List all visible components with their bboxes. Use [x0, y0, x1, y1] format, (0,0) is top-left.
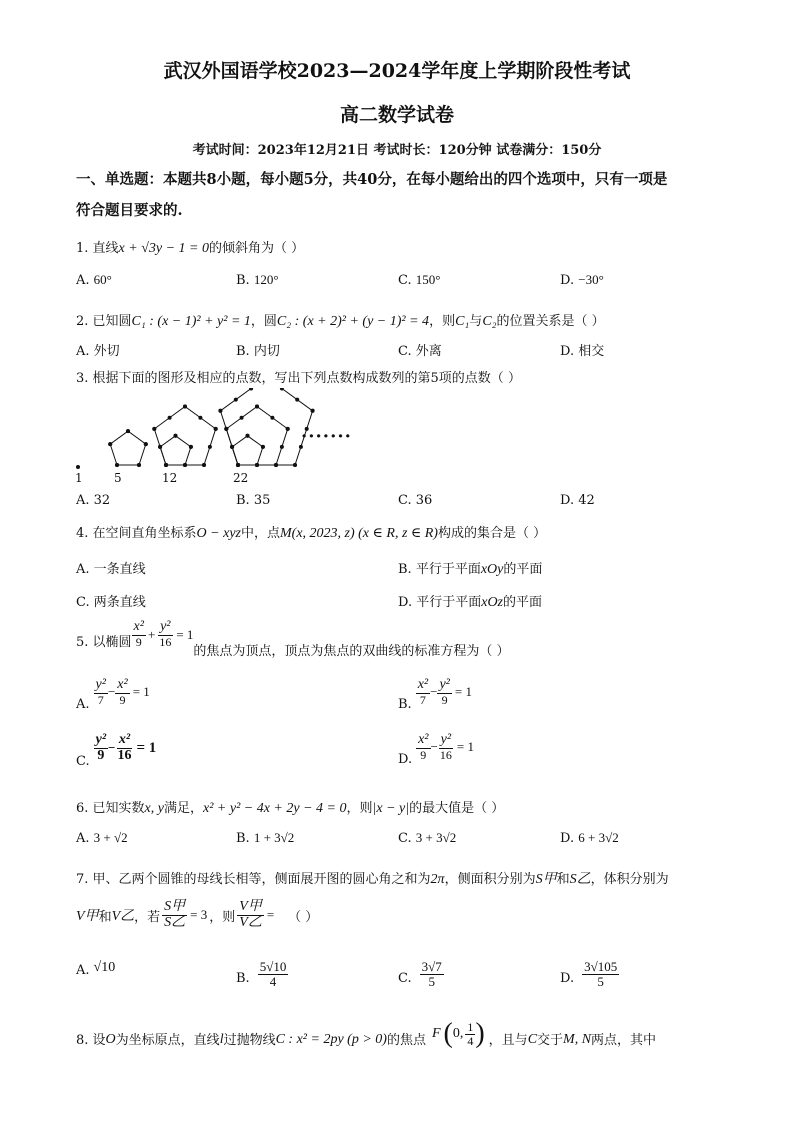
pattern-dot [126, 429, 130, 433]
pattern-dot [255, 463, 259, 467]
pattern-dot [224, 427, 228, 431]
pentagon-outline [110, 431, 146, 465]
pattern-dot [183, 463, 187, 467]
pattern-dot [208, 445, 212, 449]
pattern-dot [236, 463, 240, 467]
pattern-dot [158, 445, 162, 449]
pattern-dot [115, 463, 119, 467]
pattern-dot [246, 434, 250, 438]
pattern-dot [144, 442, 148, 446]
question-1 [76, 237, 304, 257]
question-7-line1: 7. 甲、乙两个圆锥的母线长相等，侧面展开图的圆心角之和为2π，侧面积分别为S甲和S乙，体积分别为 [76, 872, 669, 887]
pattern-dot [274, 463, 278, 467]
q8-focus: F ( 0, $\frac{1}{4}$ ) [431, 1018, 485, 1049]
q6-option-c: C. 3 + 3√2 [398, 830, 457, 846]
q5-option-b: B. $\frac{\text{x²}}{7}$ − $\frac{\text{y²}}{9}$ = 1 [398, 677, 472, 713]
figure-label-5: 5 [114, 471, 122, 485]
pattern-dot [270, 416, 274, 420]
pattern-dot [108, 442, 112, 446]
q7-area-ratio: $\frac{\text{S甲}}{\text{S乙}}$ = 3 [164, 899, 208, 930]
q6-option-a: A. 3 + √2 [76, 830, 128, 846]
q4-option-c: C. 两条直线 [76, 595, 146, 610]
pattern-dot [311, 409, 315, 413]
pattern-dot [183, 405, 187, 409]
pattern-dot [240, 416, 244, 420]
question-7-line2: V甲 和 V乙 ，若 $\frac{\text{S甲}}{\text{S乙}}$ = 3 ，则 $\frac{\text{V甲}}{\text{V乙}}$ = （ ） [76, 899, 319, 930]
pattern-dot [152, 427, 156, 431]
exam-info: 考试时间：2023年12月21日 考试时长：120分钟 试卷满分：150分 [192, 143, 602, 158]
pattern-dot [168, 416, 172, 420]
q1-option-b: B. 120° [236, 272, 279, 288]
q6-option-d: D. 6 + 3√2 [560, 830, 619, 846]
pattern-dot [286, 427, 290, 431]
q4-option-b: B. 平行于平面xOy的平面 [398, 562, 543, 577]
question-6: 6. 已知实数x, y满足，x² + y² − 4x + 2y − 4 = 0，则|x − y|的最大值是（ ） [76, 801, 505, 816]
pattern-dot [295, 398, 299, 402]
pentagon-outline [154, 407, 215, 466]
pattern-dot [174, 434, 178, 438]
q7-option-d: D. $\frac{3√105}{5}$ [560, 959, 618, 989]
pattern-dot [137, 463, 141, 467]
question-5: 5. 以椭圆 $\frac{\text{x²}}{9}$ + $\frac{\text{y²}}{16}$ = 1 的焦点为顶点，顶点为焦点的双曲线的标准方程为（ ） [76, 619, 510, 659]
pattern-dot [76, 465, 80, 469]
q5-option-d: D. $\frac{\text{x²}}{9}$ − $\frac{\text{y²}}{16}$ = 1 [398, 732, 474, 768]
pattern-dot [189, 445, 193, 449]
pattern-dot [255, 405, 259, 409]
q2-option-c: C. 外离 [398, 344, 442, 359]
q2-option-a: A. 外切 [76, 344, 120, 359]
exam-subtitle: 高二数学试卷 [339, 104, 454, 126]
figure-ellipsis: ······· [301, 426, 352, 447]
pattern-dot [280, 445, 284, 449]
q6-option-b: B. 1 + 3√2 [236, 830, 295, 846]
pattern-dot [261, 445, 265, 449]
q2-option-d: D. 相交 [560, 344, 605, 359]
q3-option-b: B. 35 [236, 493, 271, 508]
q4-option-a: A. 一条直线 [76, 562, 146, 577]
question-2: 2. 已知圆C₁ : (x − 1)² + y² = 1，圆C₂ : (x + 2)² + (y − 1)² = 4，则C₁与C₂的位置关系是（ ） [76, 314, 605, 329]
figure-label-1: 1 [75, 471, 83, 485]
pattern-dot [214, 427, 218, 431]
question-8: 8. 设 O 为坐标原点，直线 l 过抛物线 C : x² = 2py (p > 0) 的焦点 F ( 0, $\frac{1}{4}$ ) ，且与 C 交于 M, N 两点，其中 [76, 1018, 657, 1049]
q1-option-d: D. −30° [560, 272, 604, 288]
exam-title: 武汉外国语学校2023—2024学年度上学期阶段性考试 [163, 60, 631, 82]
q2-option-b: B. 内切 [236, 344, 280, 359]
q5-option-a: A. $\frac{\text{y²}}{7}$ − $\frac{\text{x²}}{9}$ = 1 [76, 677, 150, 713]
q1-option-a: A. 60° [76, 272, 112, 288]
q3-option-a: A. 32 [76, 493, 111, 508]
q5-ellipse-equation: $\frac{\text{x²}}{9}$ + $\frac{\text{y²}}{16}$ = 1 [133, 619, 194, 650]
q4-option-d: D. 平行于平面xOz的平面 [398, 595, 543, 610]
pattern-dot [202, 463, 206, 467]
q1-math: x + √3y − 1 = 0 [118, 241, 209, 256]
pattern-dot [230, 445, 234, 449]
q3-option-c: C. 36 [398, 493, 433, 508]
pattern-dot [234, 398, 238, 402]
figure-label-22: 22 [233, 471, 249, 485]
q7-option-a: A. √10 [76, 960, 116, 978]
q7-volume-ratio: $\frac{\text{V甲}}{\text{V乙}}$ = [239, 899, 275, 930]
q7-option-b: B. $\frac{5√10}{4}$ [236, 959, 287, 989]
pattern-dot [164, 463, 168, 467]
q1-suffix: 的倾斜角为（ ） [209, 241, 305, 256]
q1-option-c: C. 150° [398, 272, 441, 288]
question-3: 3. 根据下面的图形及相应的点数，写出下列点数构成数列的第5项的点数（ ） [76, 371, 521, 386]
question-4: 4. 在空间直角坐标系O − xyz中，点M(x, 2023, z) (x ∈ R, z ∈ R)构成的集合是（ ） [76, 526, 547, 541]
figure-label-12: 12 [162, 471, 178, 485]
pattern-dot [293, 463, 297, 467]
q5-option-c: C. $\frac{\text{y²}}{9}$ − $\frac{\text{x²}}{16}$ = 1 [76, 732, 157, 770]
pattern-dot [198, 416, 202, 420]
section-heading-line1: 一、单选题：本题共8小题，每小题5分，共40分，在每小题给出的四个选项中，只有一项是 [76, 171, 668, 188]
section-heading-line2: 符合题目要求的. [76, 202, 183, 219]
q1-prefix: 1. 直线 [76, 241, 119, 256]
q3-option-d: D. 42 [560, 493, 595, 508]
pattern-dot [218, 409, 222, 413]
q7-option-c: C. $\frac{3√7}{5}$ [398, 959, 442, 989]
